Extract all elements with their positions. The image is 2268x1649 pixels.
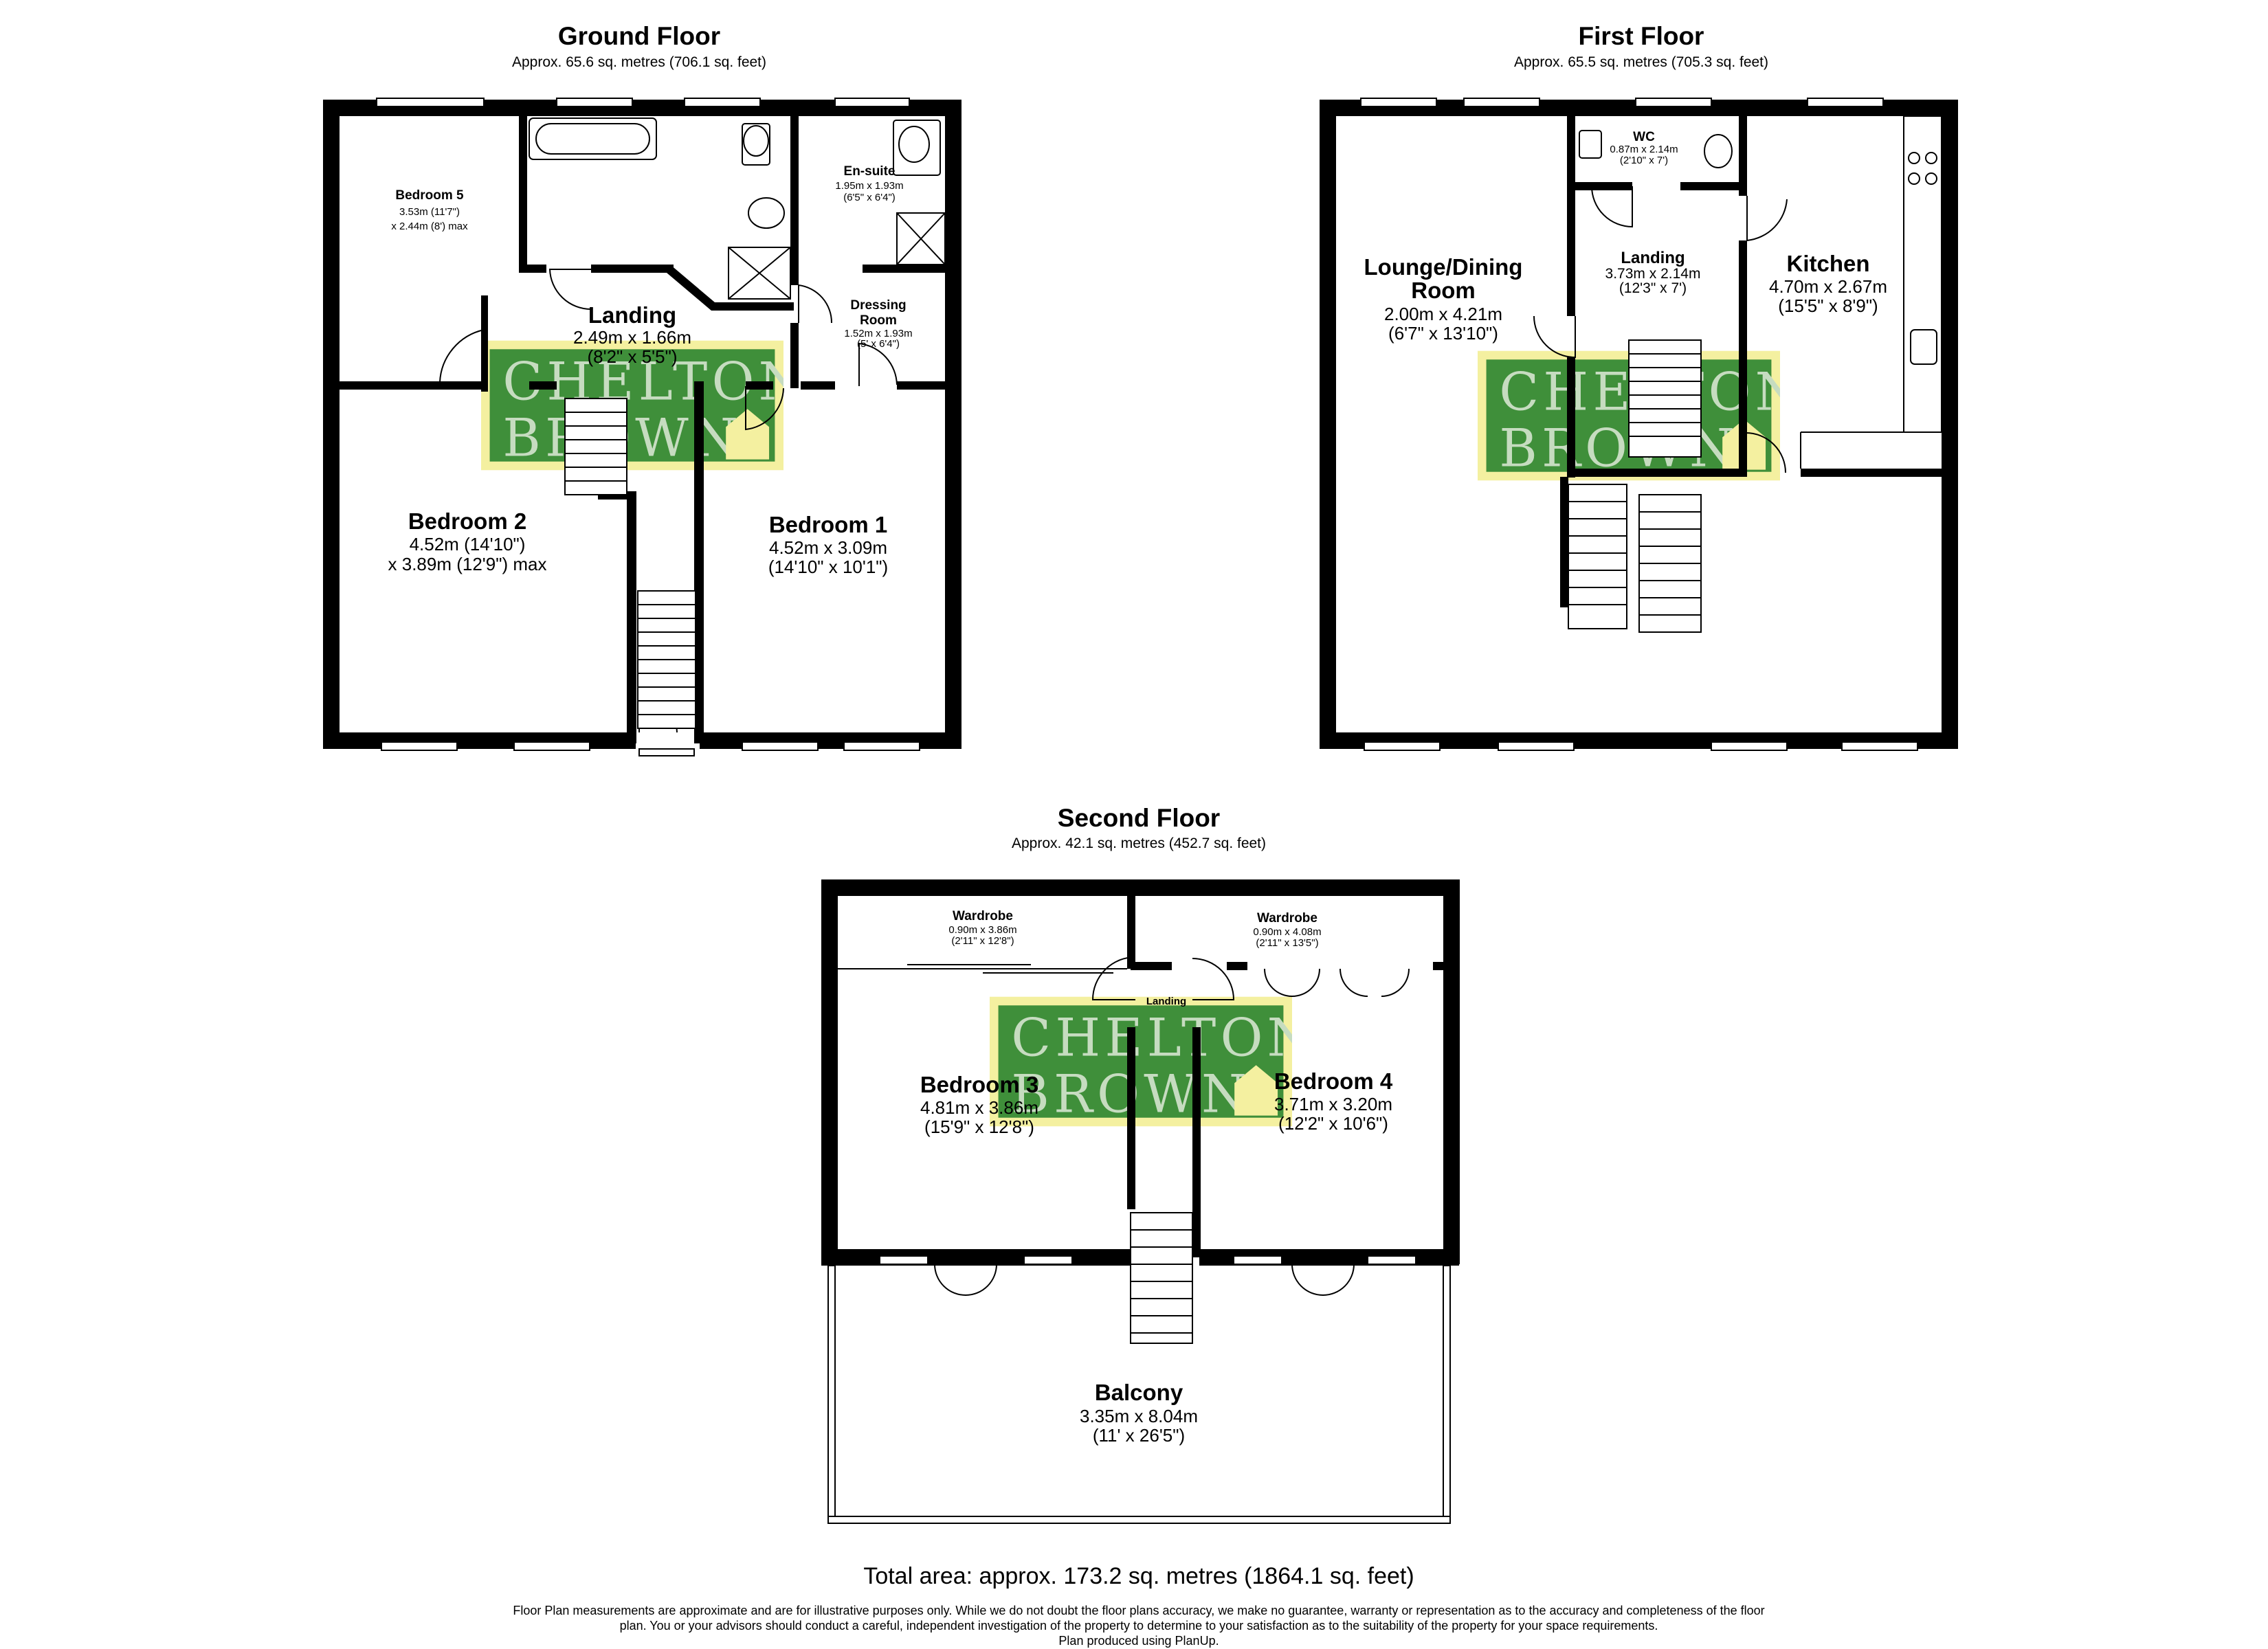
dressing-name2: Room <box>860 313 897 328</box>
balcony-dim1: 3.35m x 8.04m <box>1080 1406 1198 1426</box>
ground-landing-name: Landing <box>588 302 677 328</box>
lounge-name1: Lounge/Dining <box>1364 254 1523 280</box>
bedroom2-dim2: x 3.89m (12'9") max <box>388 554 547 574</box>
bedroom5-dim2: x 2.44m (8') max <box>391 221 468 232</box>
second-landing-name: Landing <box>1146 996 1187 1007</box>
ground-floor-plan <box>323 98 961 756</box>
first-floor-plan <box>1320 98 1958 750</box>
kitchen-dim1: 4.70m x 2.67m <box>1769 276 1887 297</box>
wc-name: WC <box>1633 130 1655 144</box>
ensuite-dim1: 1.95m x 1.93m <box>835 180 904 192</box>
total-area: Total area: approx. 173.2 sq. metres (1864.1 sq. feet) <box>863 1563 1414 1589</box>
bedroom1-name: Bedroom 1 <box>768 512 888 537</box>
kitchen-name: Kitchen <box>1786 251 1870 276</box>
lounge-dim1: 2.00m x 4.21m <box>1384 304 1502 324</box>
second-floor-title: Second Floor <box>1057 804 1221 832</box>
second-floor-area: Approx. 42.1 sq. metres (452.7 sq. feet) <box>1011 835 1267 851</box>
first-floor-area: Approx. 65.5 sq. metres (705.3 sq. feet) <box>1513 54 1769 70</box>
watermark-logo <box>990 997 1317 1127</box>
lounge-name2: Room <box>1411 278 1476 303</box>
ground-floor-title: Ground Floor <box>557 22 721 50</box>
bedroom3-dim1: 4.81m x 3.86m <box>920 1097 1038 1118</box>
ensuite-dim2: (6'5" x 6'4") <box>843 192 896 203</box>
first-landing-dim1: 3.73m x 2.14m <box>1605 266 1701 282</box>
dressing-name1: Dressing <box>850 298 907 313</box>
bedroom2-dim1: 4.52m (14'10") <box>409 534 526 554</box>
ground-floor-area: Approx. 65.6 sq. metres (706.1 sq. feet) <box>511 54 767 70</box>
wardrobe1-name: Wardrobe <box>953 909 1013 923</box>
balcony-name: Balcony <box>1094 1380 1183 1405</box>
wardrobe1-dim2: (2'11" x 12'8") <box>951 935 1014 947</box>
balcony-dim2: (11' x 26'5") <box>1092 1425 1186 1446</box>
second-floor-plan <box>821 879 1460 1523</box>
wardrobe2-dim1: 0.90m x 4.08m <box>1253 926 1322 938</box>
wardrobe1-dim1: 0.90m x 3.86m <box>948 924 1017 936</box>
ground-landing-dim1: 2.49m x 1.66m <box>573 327 691 348</box>
dressing-dim2: (5' x 6'4") <box>857 338 900 350</box>
wc-dim1: 0.87m x 2.14m <box>1610 144 1678 155</box>
wardrobe2-dim2: (2'11" x 13'5") <box>1256 937 1319 949</box>
bedroom2-name: Bedroom 2 <box>408 508 527 534</box>
second-stairs <box>1131 1213 1192 1343</box>
bedroom4-dim1: 3.71m x 3.20m <box>1274 1094 1392 1114</box>
bedroom5-name: Bedroom 5 <box>395 188 464 203</box>
first-landing-dim2: (12'3" x 7') <box>1619 280 1687 296</box>
first-landing-name: Landing <box>1621 249 1685 267</box>
bedroom1-dim1: 4.52m x 3.09m <box>769 537 887 558</box>
bedroom3-dim2: (15'9" x 12'8") <box>924 1117 1034 1137</box>
disclaimer-line1: Floor Plan measurements are approximate and are for illustrative purposes only. While we do not doubt the floor plans accuracy, we make no guarantee, warranty or representation as to the accuracy and completeness of the floor <box>513 1604 1765 1617</box>
ground-landing-dim2: (8'2" x 5'5") <box>587 346 678 367</box>
disclaimer-line2: plan. You or your advisors should conduct a careful, independent investigation of the property to determine to your satisfaction as to the suitability of the property for your space requirements. <box>619 1619 1658 1633</box>
bedroom1-dim2: (14'10" x 10'1") <box>768 557 889 577</box>
bedroom4-dim2: (12'2" x 10'6") <box>1278 1113 1388 1134</box>
bedroom4-name: Bedroom 4 <box>1274 1068 1393 1094</box>
bedroom3-name: Bedroom 3 <box>920 1072 1039 1097</box>
bedroom5-dim1: 3.53m (11'7") <box>399 206 460 218</box>
dressing-dim1: 1.52m x 1.93m <box>844 328 913 339</box>
ensuite-name: En-suite <box>843 164 896 179</box>
disclaimer-line3: Plan produced using PlanUp. <box>1058 1634 1219 1648</box>
kitchen-dim2: (15'5" x 8'9") <box>1778 295 1878 316</box>
wc-dim2: (2'10" x 7') <box>1619 155 1669 166</box>
lounge-dim2: (6'7" x 13'10") <box>1388 323 1498 344</box>
first-floor-title: First Floor <box>1578 22 1704 50</box>
wardrobe2-name: Wardrobe <box>1257 911 1318 926</box>
